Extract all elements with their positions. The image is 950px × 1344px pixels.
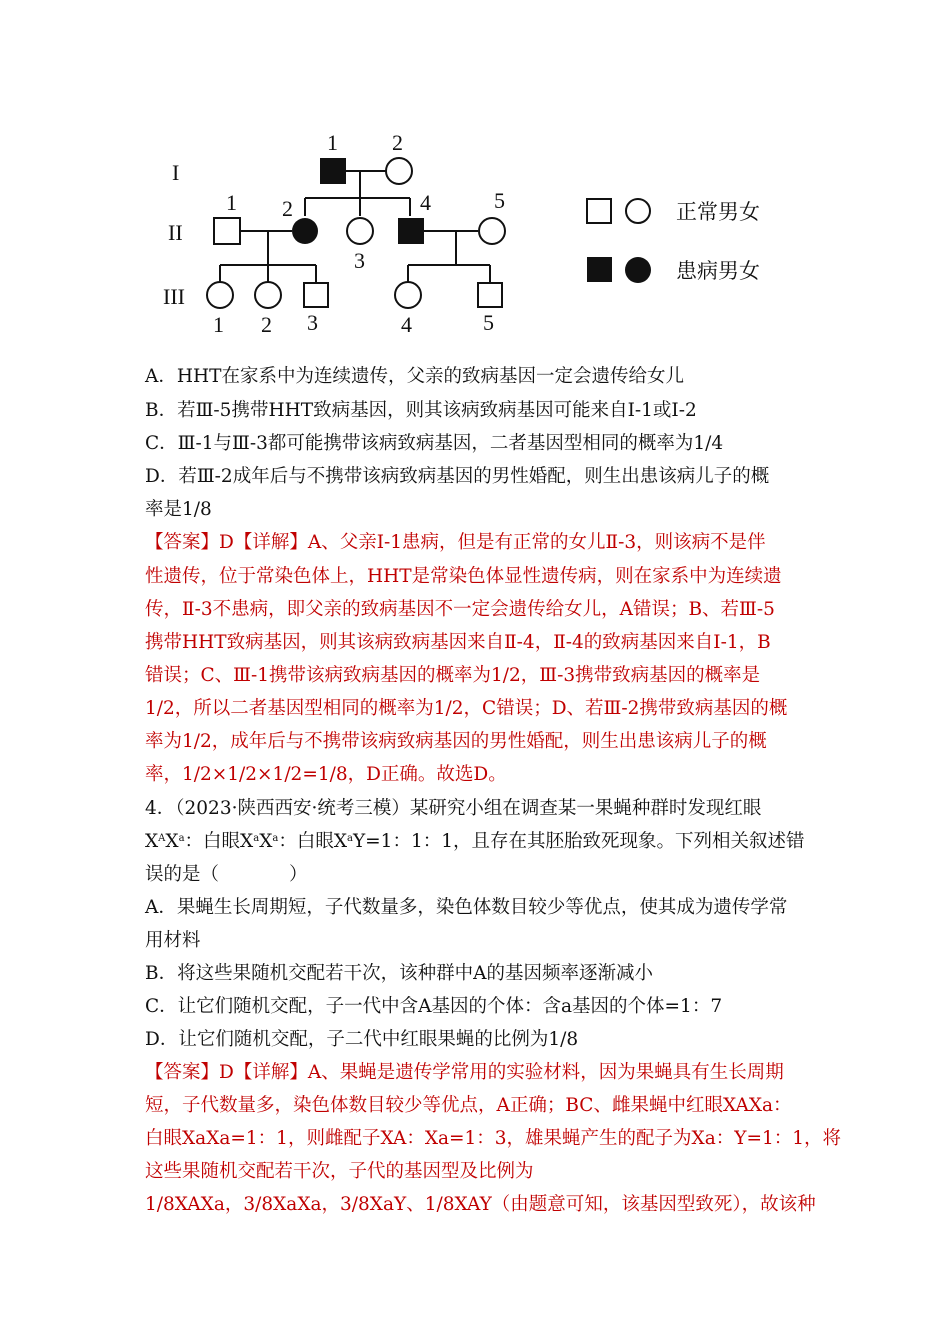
- q4-answer-line-3: 白眼XaXa=1：1，则雌配子XA：Xa=1：3，雄果蝇产生的配子为Xa：Y=1：1，将: [145, 1128, 842, 1149]
- II-1-normal-male: [214, 218, 240, 244]
- II-2-affected-female: [292, 218, 318, 244]
- q4-answer-line-5: 1/8XAXa，3/8XaXa，3/8XaY、1/8XAY（由题意可知，该基因型致死），故该种: [145, 1194, 816, 1215]
- II-5-normal-female: [479, 218, 505, 244]
- III-4-normal-female: [395, 282, 421, 308]
- legend-normal-male-icon: [587, 199, 611, 223]
- III-3-normal-male: [304, 283, 328, 307]
- II-4-affected-male: [398, 218, 424, 244]
- num-III-5: 5: [483, 310, 494, 335]
- II-3-normal-female: [347, 218, 373, 244]
- generation-label-I: I: [172, 160, 180, 185]
- q4-option-b: B．将这些果随机交配若干次，该种群中A的基因频率逐渐减小: [145, 963, 653, 984]
- num-II-1: 1: [226, 190, 237, 215]
- q3-option-c: C．Ⅲ-1与Ⅲ-3都可能携带该病致病基因，二者基因型相同的概率为1/4: [145, 433, 724, 454]
- q3-answer-line-7: 率为1/2，成年后与不携带该病致病基因的男性婚配，则生出患该病儿子的概: [145, 731, 767, 752]
- q3-answer-line-4: 携带HHT致病基因，则其该病致病基因来自Ⅱ-4，Ⅱ-4的致病基因来自Ⅰ-1，B: [145, 632, 771, 653]
- q3-option-b: B．若Ⅲ-5携带HHT致病基因，则其该病致病基因可能来自Ⅰ-1或Ⅰ-2: [145, 400, 697, 421]
- q3-answer-line-5: 错误；C、Ⅲ-1携带该病致病基因的概率为1/2，Ⅲ-3携带致病基因的概率是: [145, 665, 761, 686]
- num-II-5: 5: [494, 188, 505, 213]
- q3-answer-line-1: 【答案】D【详解】A、父亲Ⅰ-1患病，但是有正常的女儿Ⅱ-3，则该病不是伴: [145, 532, 766, 553]
- legend-affected-male-icon: [587, 257, 612, 282]
- num-III-1: 1: [213, 312, 224, 337]
- num-III-3: 3: [307, 310, 318, 335]
- pedigree-chart: [0, 0, 950, 345]
- q4-option-a-line2: 用材料: [145, 930, 201, 951]
- num-I-1: 1: [327, 130, 338, 155]
- generation-label-III: III: [163, 284, 185, 309]
- q4-stem-line-2: $X^AX^a$：白眼$X^aX^a$：白眼$X^aY=1$：1：1，且存在其胚胎致死现象。下列相关叙述错: [145, 831, 805, 852]
- q4-option-c: C．让它们随机交配，子一代中含A基因的个体：含a基因的个体=1：7: [145, 996, 723, 1017]
- legend-normal-label: 正常男女: [676, 200, 760, 224]
- q3-answer-line-2: 性遗传，位于常染色体上，HHT是常染色体显性遗传病，则在家系中为连续遗: [145, 566, 782, 587]
- I-1-affected-male: [320, 158, 346, 184]
- q3-option-d-line2: 率是1/8: [145, 499, 212, 520]
- q3-option-a: A．HHT在家系中为连续遗传，父亲的致病基因一定会遗传给女儿: [145, 366, 684, 387]
- q3-answer-line-3: 传，Ⅱ-3不患病，即父亲的致病基因不一定会遗传给女儿，A错误；B、若Ⅲ-5: [145, 599, 775, 620]
- III-2-normal-female: [255, 282, 281, 308]
- num-II-2: 2: [282, 196, 293, 221]
- legend-affected-label: 患病男女: [676, 259, 760, 283]
- q4-answer-line-2: 短，子代数量多，染色体数目较少等优点，A正确；BC、雌果蝇中红眼XAXa：: [145, 1095, 792, 1116]
- q4-stem-line-3: 误的是（ ）: [145, 864, 308, 885]
- q4-option-a-line1: A．果蝇生长周期短，子代数量多，染色体数目较少等优点，使其成为遗传学常: [145, 897, 788, 918]
- q4-answer-line-4: 这些果随机交配若干次，子代的基因型及比例为: [145, 1161, 534, 1182]
- q3-answer-line-8: 率，1/2×1/2×1/2=1/8，D正确。故选D。: [145, 764, 507, 785]
- III-5-normal-male: [478, 283, 502, 307]
- legend-affected-female-icon: [625, 257, 651, 283]
- q4-answer-line-1: 【答案】D【详解】A、果蝇是遗传学常用的实验材料，因为果蝇具有生长周期: [145, 1062, 784, 1083]
- III-1-normal-female: [207, 282, 233, 308]
- q4-stem-line-1: 4．（2023·陕西西安·统考三模）某研究小组在调查某一果蝇种群时发现红眼: [145, 798, 762, 819]
- q3-option-d-line1: D．若Ⅲ-2成年后与不携带该病致病基因的男性婚配，则生出患该病儿子的概: [145, 466, 770, 487]
- I-2-normal-female: [386, 158, 412, 184]
- num-II-3: 3: [354, 248, 365, 273]
- generation-label-II: II: [168, 220, 183, 245]
- num-II-4: 4: [420, 190, 431, 215]
- q3-answer-line-6: 1/2，所以二者基因型相同的概率为1/2，C错误；D、若Ⅲ-2携带致病基因的概: [145, 698, 788, 719]
- num-I-2: 2: [392, 130, 403, 155]
- num-III-2: 2: [261, 312, 272, 337]
- num-III-4: 4: [401, 312, 412, 337]
- q4-option-d: D．让它们随机交配，子二代中红眼果蝇的比例为1/8: [145, 1029, 579, 1050]
- legend-normal-female-icon: [626, 199, 650, 223]
